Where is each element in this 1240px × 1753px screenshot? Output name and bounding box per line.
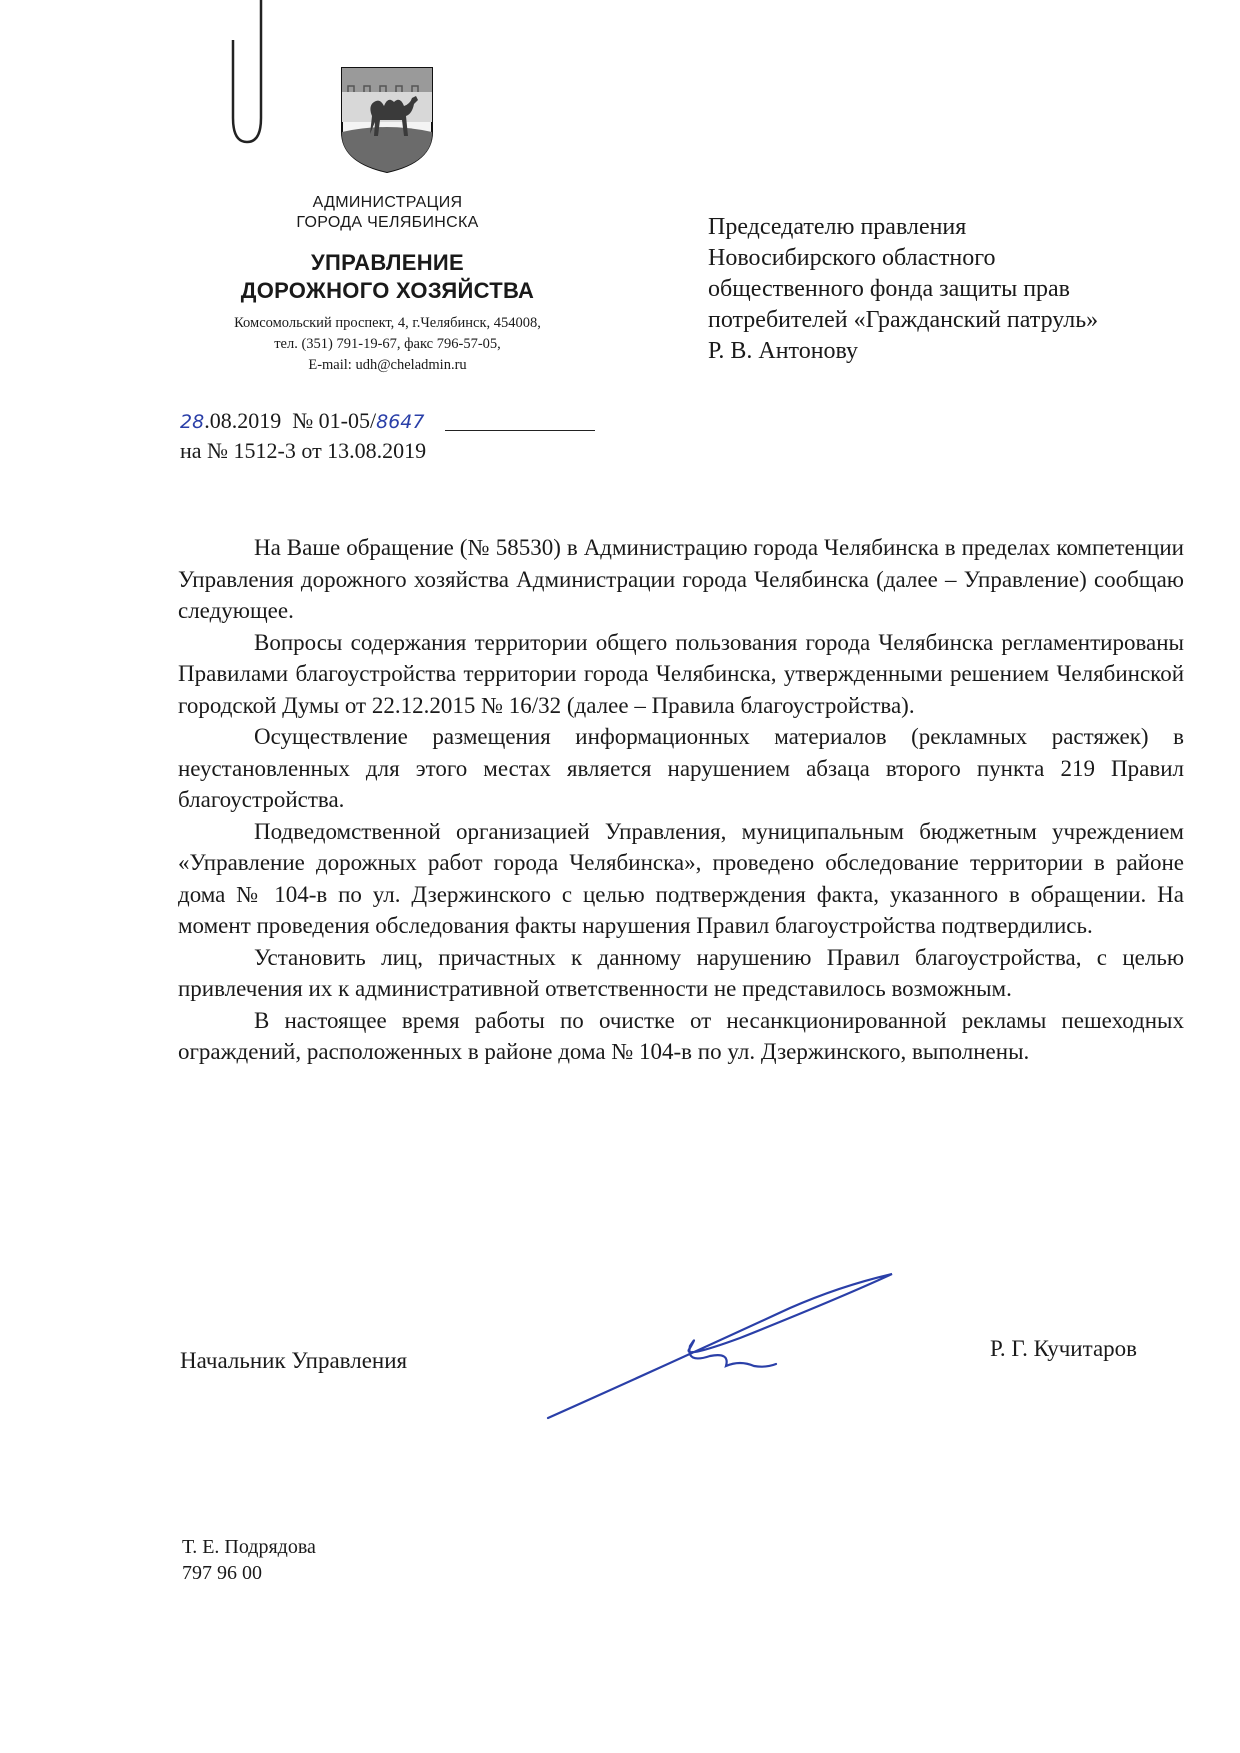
coat-of-arms-icon	[340, 62, 434, 174]
reply-reference: на № 1512-3 от 13.08.2019	[180, 438, 427, 463]
signer-title: Начальник Управления	[180, 1348, 408, 1373]
handwritten-number: 8647	[376, 411, 425, 433]
address-line: Комсомольский проспект, 4, г.Челябинск, 454008,	[234, 315, 541, 331]
body-paragraph: Вопросы содержания территории общего пользования города Челябинска регламентированы Правилами благоустройства территории города Челябинска, утвержденными решением Челябинской городской Думы от 22.12.2015 № 16/32 (далее – Правила благоустройства).	[178, 629, 1184, 718]
outgoing-number	[180, 408, 424, 434]
date-rest: .08.2019	[204, 408, 282, 433]
letter-body	[178, 532, 1184, 1068]
number-underline	[445, 430, 595, 431]
department-name-line1: УПРАВЛЕНИЕ	[311, 250, 464, 275]
signer-name: Р. Г. Кучитаров	[990, 1336, 1138, 1361]
handwritten-signature	[540, 1268, 900, 1428]
phone-fax-line: тел. (351) 791-19-67, факс 796-57-05,	[274, 336, 501, 352]
body-paragraph: Подведомственной организацией Управления, муниципальным бюджетным учреждением «Управление дорожных работ города Челябинска», проведено обследование территории в районе дома № 104-в по ул. Дзержинского с целью подтверждения факта, указанного в обращении. На момент проведения обследования факты нарушения Правил благоустройства подтвердились.	[178, 818, 1184, 938]
body-paragraph: На Ваше обращение (№ 58530) в Администрацию города Челябинска в пределах компетенции Управления дорожного хозяйства Администрации города Челябинска (далее – Управление) сообщаю следующее.	[178, 535, 1184, 623]
department-name-line2: ДОРОЖНОГО ХОЗЯЙСТВА	[240, 278, 535, 303]
organization-name-line2: ГОРОДА ЧЕЛЯБИНСКА	[296, 214, 479, 231]
body-paragraph: В настоящее время работы по очистке от несанкционированной рекламы пешеходных ограждений, расположенных в районе дома № 104-в по ул. Дзержинского, выполнены.	[178, 1007, 1184, 1064]
handwritten-day: 28	[180, 411, 205, 433]
addressee-line: Р. В. Антонову	[708, 338, 859, 364]
email-line: E-mail: udh@cheladmin.ru	[308, 357, 467, 373]
executor-phone: 797 96 00	[182, 1562, 262, 1584]
addressee-line: Новосибирского областного	[708, 245, 996, 271]
addressee-line: Председателю правления	[708, 214, 967, 240]
addressee-block	[708, 212, 1098, 367]
body-paragraph: Осуществление размещения информационных материалов (рекламных растяжек) в неустановленных для этого местах является нарушением абзаца второго пункта 219 Правил благоустройства.	[178, 724, 1184, 812]
body-paragraph: Установить лиц, причастных к данному нарушению Правил благоустройства, с целью привлечения их к административной ответственности не представилось возможным.	[178, 944, 1184, 1001]
number-prefix: № 01-05/	[292, 408, 377, 433]
organization-name-line1: АДМИНИСТРАЦИЯ	[312, 194, 463, 211]
addressee-line: потребителей «Гражданский патруль»	[708, 307, 1099, 333]
paperclip-icon	[225, 0, 275, 150]
addressee-line: общественного фонда защиты прав	[708, 276, 1071, 302]
executor-name: Т. Е. Подрядова	[182, 1536, 316, 1558]
